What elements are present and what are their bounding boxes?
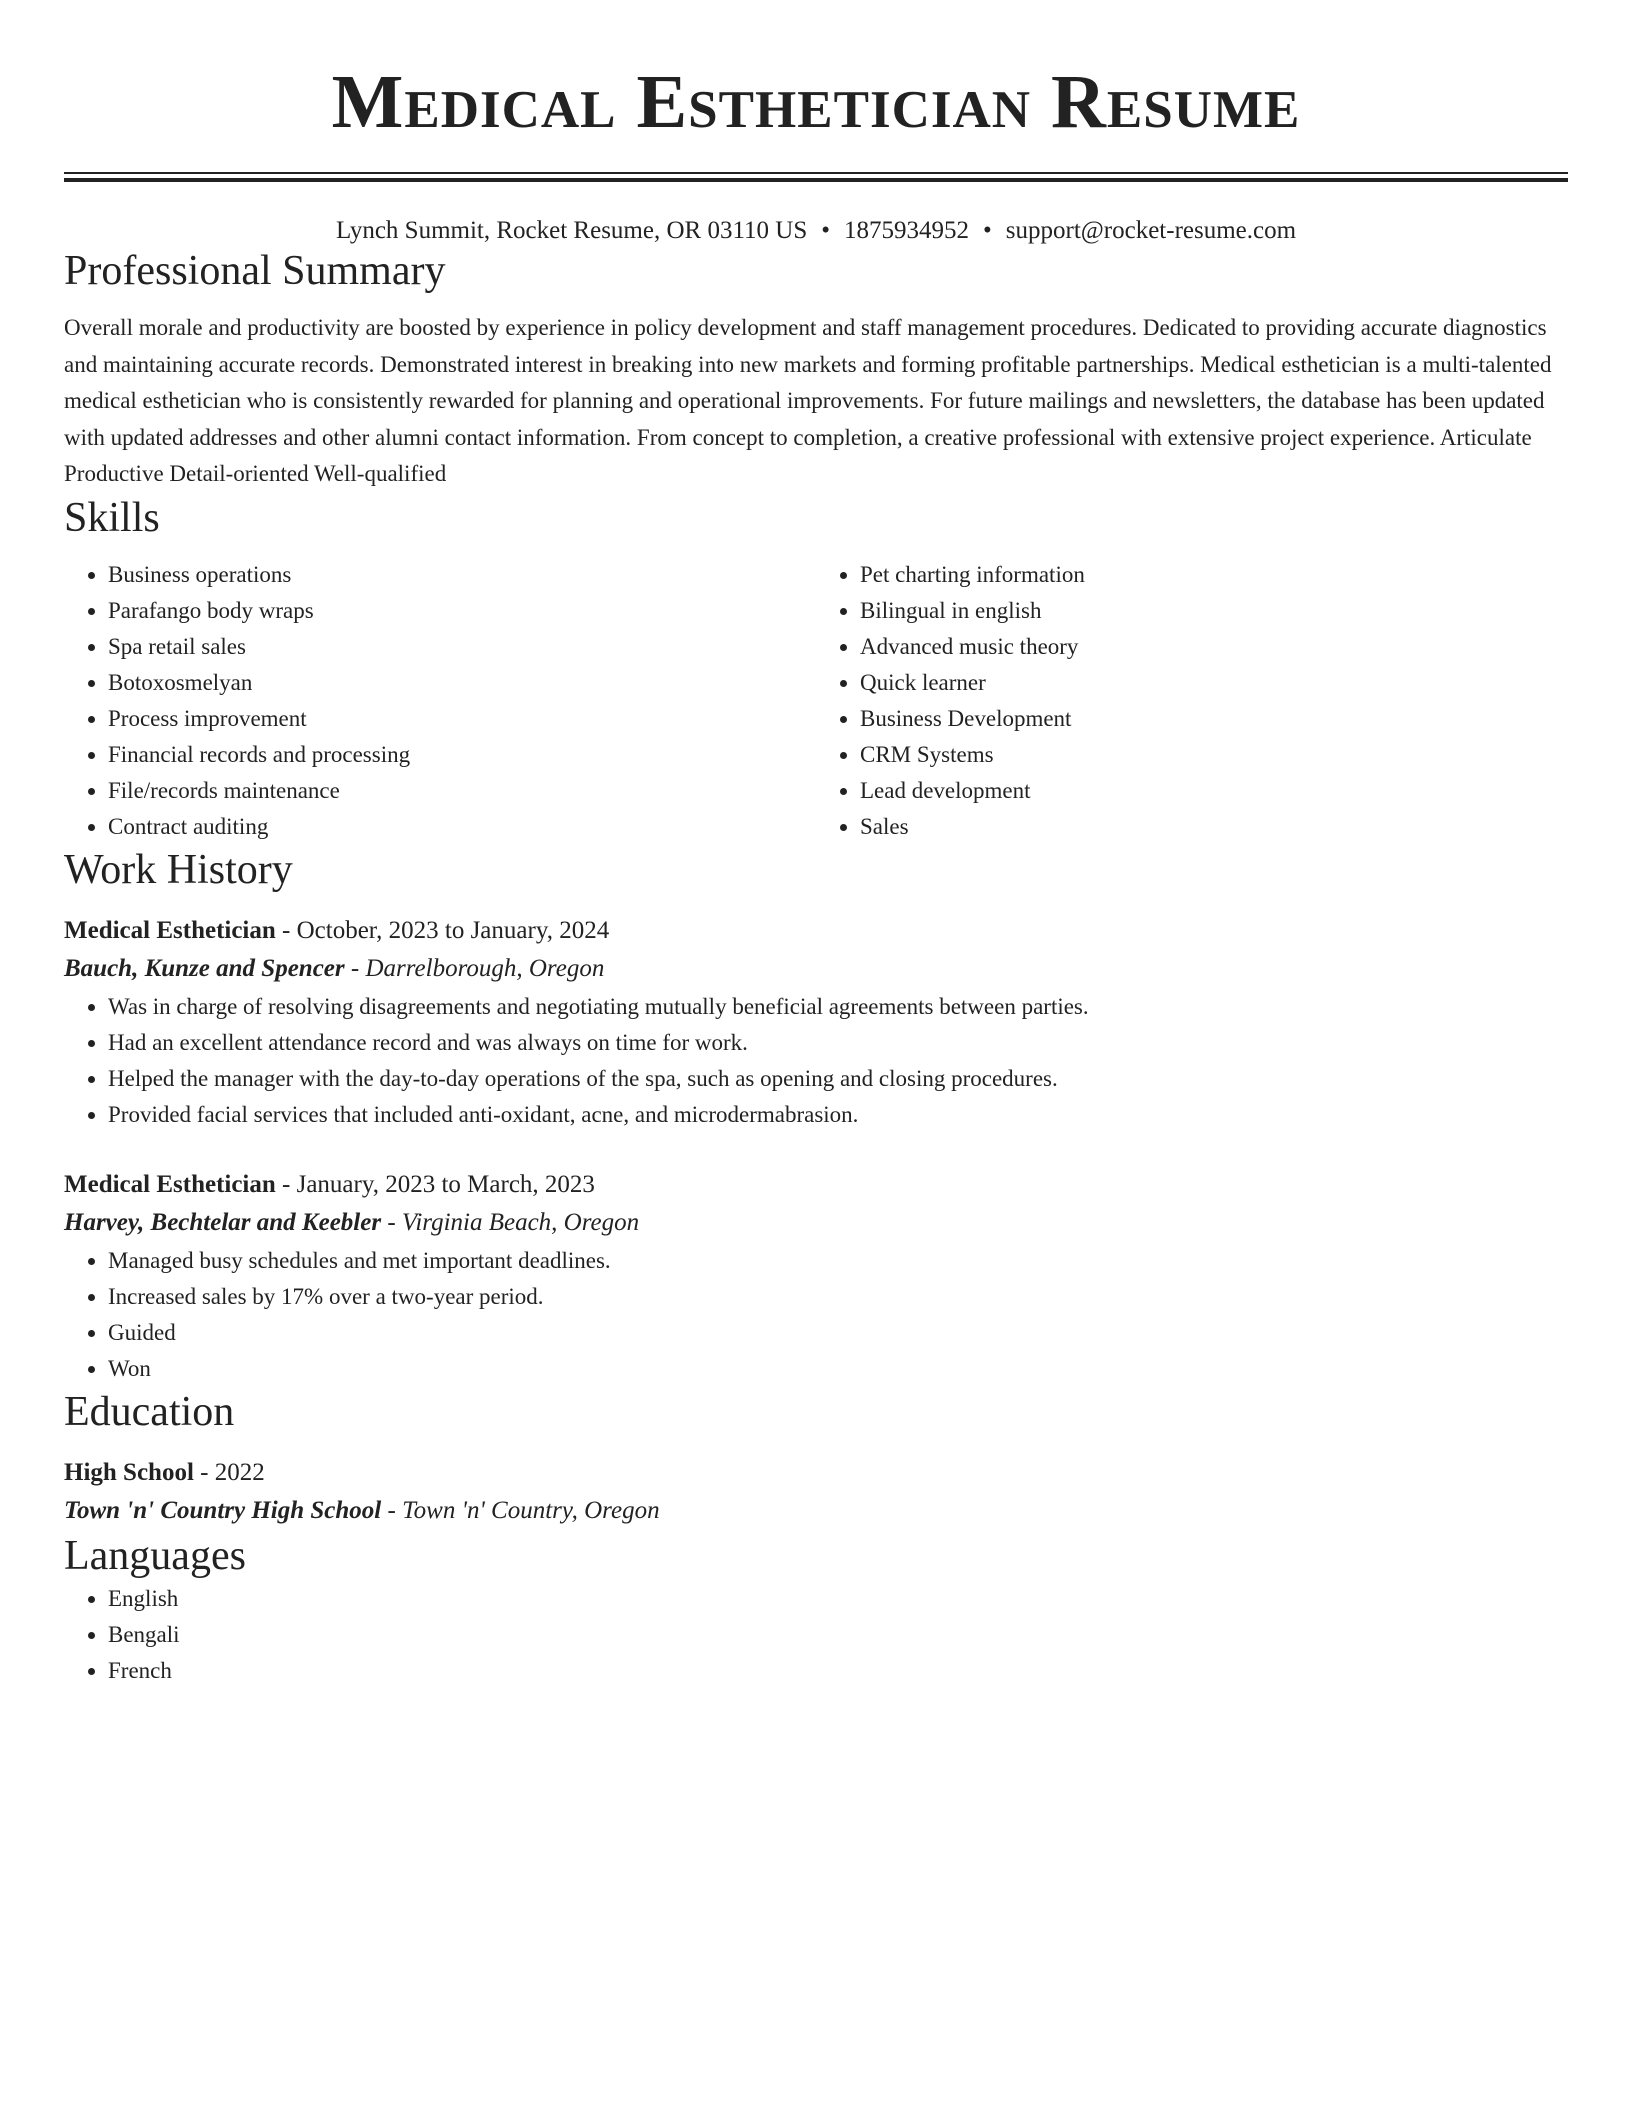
language-item: • French [108, 1653, 1568, 1689]
job-duty: • Increased sales by 17% over a two-year period. [108, 1279, 1568, 1315]
skill-item: • Advanced music theory [860, 629, 1568, 665]
contact-address: Lynch Summit, Rocket Resume, OR 03110 US [335, 217, 808, 244]
job-company: Harvey, Bechtelar and Keebler [64, 1208, 382, 1236]
job-location: - Virginia Beach, Oregon [381, 1208, 640, 1236]
skill-item: • CRM Systems [860, 737, 1568, 773]
job-duty: • Had an excellent attendance record and was always on time for work. [108, 1025, 1568, 1061]
skill-item: • Business Development [860, 701, 1568, 737]
skill-item: • Parafango body wraps [108, 593, 816, 629]
skill-item: • Sales [860, 809, 1568, 845]
languages-heading: Languages [64, 1532, 246, 1579]
skill-item: • File/records maintenance [108, 773, 816, 809]
resume-title: Medical Esthetician Resume [331, 60, 1301, 144]
skill-item: • Financial records and processing [108, 737, 816, 773]
skill-item: • Lead development [860, 773, 1568, 809]
language-item: • Bengali [108, 1617, 1568, 1653]
job-duties-list [64, 1243, 1568, 1387]
skill-item: • Process improvement [108, 701, 816, 737]
contact-phone: 1875934952 [844, 217, 969, 244]
skill-item: • Spa retail sales [108, 629, 816, 665]
education-year: - 2022 [193, 1458, 265, 1486]
skill-item: • Pet charting information [860, 557, 1568, 593]
summary-text: Overall morale and productivity are boosted by experience in policy development and staff management procedures. Dedicated to providing accurate diagnostics and maintaining accurate records. Demonstrated interest in breaking into new markets and forming profitable partnerships. Medical esthetician is a multi-talented medical esthetician who is consistently rewarded for planning and operational improvements. For future mailings and newsletters, the database has been updated with updated addresses and other alumni contact information. From concept to completion, a creative professional with extensive project experience. Articulate Productive Detail-oriented Well-qualified [64, 315, 1552, 486]
job-entry [64, 913, 1568, 1133]
job-duty: • Provided facial services that included anti-oxidant, acne, and microdermabrasion. [108, 1097, 1568, 1133]
skill-item: • Business operations [108, 557, 816, 593]
contact-email: support@rocket-resume.com [1005, 217, 1297, 244]
job-duty: • Was in charge of resolving disagreements and negotiating mutually beneficial agreements between parties. [108, 989, 1568, 1025]
education-school: Town 'n' Country High School [64, 1496, 382, 1524]
job-duty: • Guided [108, 1315, 1568, 1351]
title-divider [64, 172, 1568, 182]
job-duty: • Helped the manager with the day-to-day operations of the spa, such as opening and closing procedures. [108, 1061, 1568, 1097]
skills-columns [64, 557, 1568, 845]
education-location: - Town 'n' Country, Oregon [381, 1496, 660, 1524]
job-title: Medical Esthetician [64, 916, 276, 944]
skill-item: • Quick learner [860, 665, 1568, 701]
job-title-line [64, 1167, 1568, 1203]
job-duty: • Managed busy schedules and met important deadlines. [108, 1243, 1568, 1279]
work-history-heading: Work History [64, 846, 293, 893]
job-company: Bauch, Kunze and Spencer [64, 954, 345, 982]
job-title: Medical Esthetician [64, 1170, 276, 1198]
job-duties-list [64, 989, 1568, 1133]
job-title-line [64, 913, 1568, 949]
job-company-line [64, 949, 1568, 989]
education-degree: High School [64, 1458, 194, 1486]
education-degree-line [64, 1455, 1568, 1491]
skill-item: • Bilingual in english [860, 593, 1568, 629]
education-heading: Education [64, 1388, 235, 1435]
contact-line [64, 216, 1568, 246]
education-school-line [64, 1491, 1568, 1531]
skill-item: • Contract auditing [108, 809, 816, 845]
job-dates: - January, 2023 to March, 2023 [275, 1170, 595, 1198]
skills-list-left [64, 557, 816, 845]
language-item: • English [108, 1581, 1568, 1617]
skills-heading: Skills [64, 494, 160, 541]
languages-list [64, 1581, 1568, 1689]
skills-list-right [816, 557, 1568, 845]
job-entry [64, 1167, 1568, 1387]
skill-item: • Botoxosmelyan [108, 665, 816, 701]
job-dates: - October, 2023 to January, 2024 [275, 916, 610, 944]
job-company-line [64, 1203, 1568, 1243]
job-duty: • Won [108, 1351, 1568, 1387]
contact-separator: • [821, 217, 830, 244]
contact-separator: • [983, 217, 992, 244]
job-location: - Darrelborough, Oregon [344, 954, 605, 982]
summary-heading: Professional Summary [64, 248, 446, 294]
